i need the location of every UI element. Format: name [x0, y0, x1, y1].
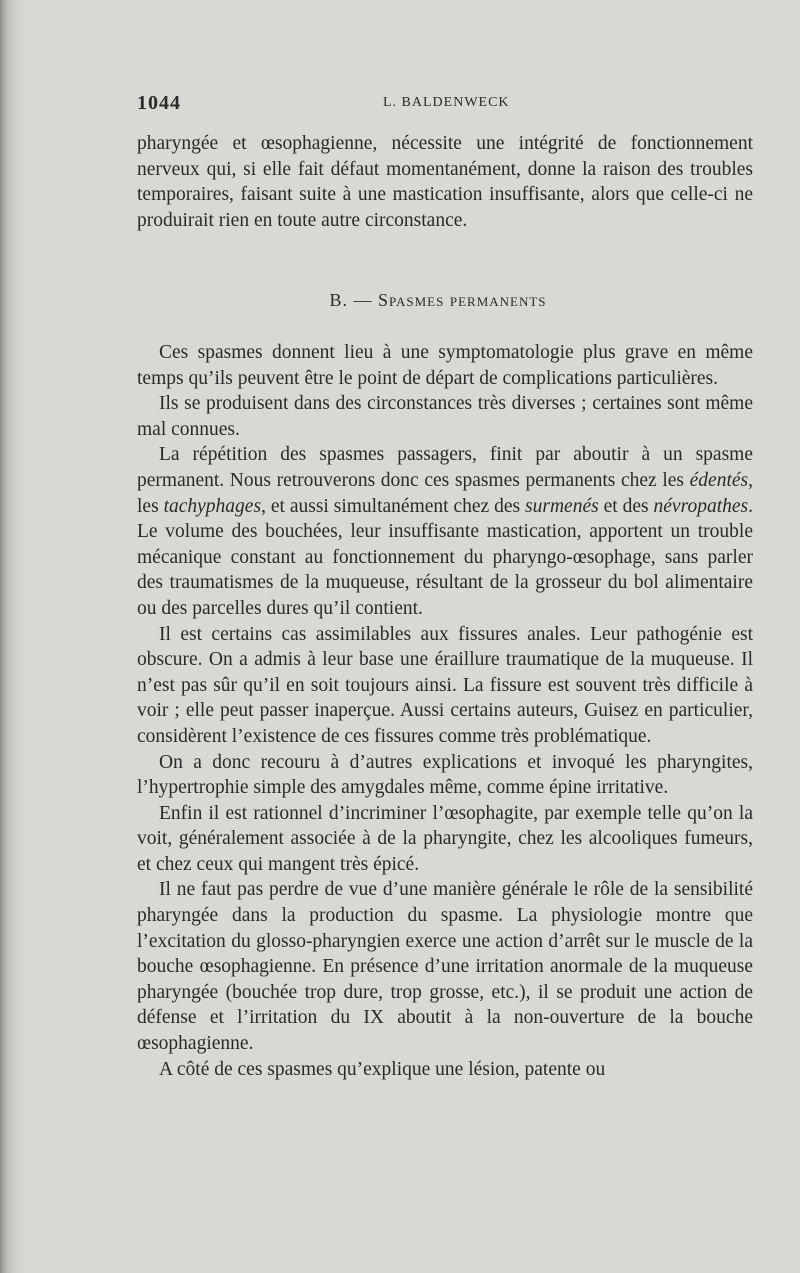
paragraph-7: Il ne faut pas perdre de vue d’une manière générale le rôle de la sensibilité pharyngée dans la production du spasme. La physiologie montre que l’excitation du glosso-pharyngien exerce une action d’arrêt sur le muscle de la bouche œsophagienne. En présence d’une irritation anormale de la muqueuse pharyngée (bouchée trop dure, trop grosse, etc.), il se produit une action de défense et l’irritation du IX aboutit à la non-ouverture de la bouche œsophagienne. [137, 879, 753, 1055]
paragraph-3-text-c: , et aussi simultanément chez des [261, 495, 526, 517]
term-edentes: édentés [689, 469, 749, 491]
paragraph-8: A côté de ces spasmes qu’explique une lésion, patente ou [159, 1058, 606, 1080]
running-head-author: L. BALDENWECK [383, 95, 510, 110]
paragraph-4: Il est certains cas assimilables aux fissures anales. Leur pathogénie est obscure. On a admis à leur base une éraillure traumatique de la muqueuse. Il n’est pas sûr qu’il en soit toujours ainsi. La fissure est souvent très difficile à voir ; elle peut passer inaperçue. Aussi certains auteurs, Guisez en particulier, considèrent l’existence de ces fissures comme très problématique. [137, 623, 753, 747]
paragraph-3-text-b: , les [137, 469, 753, 517]
body-text [137, 340, 753, 1082]
paragraph-1: Ces spasmes donnent lieu à une symptomatologie plus grave en même temps qu’ils peuvent être le point de départ de complications particulières. [137, 342, 753, 389]
paragraph-5: On a donc recouru à d’autres explications et invoqué les pharyngites, l’hypertrophie simple des amygdales même, comme épine irritative. [137, 751, 753, 799]
book-spine-shadow [0, 0, 26, 1273]
paragraph-3-text-a: La répétition des spasmes passagers, finit par aboutir à un spasme permanent. Nous retrouverons donc ces spasmes permanents chez les [137, 444, 753, 491]
paragraph-3-text-e: . Le volume des bouchées, leur insuffisante mastication, apportent un trouble mécanique constant au fonctionnement du pharyngo-œsophage, sans parler des traumatismes de la muqueuse, résultant de la grosseur du bol alimentaire ou des parcelles dures qu’il contient. [137, 495, 753, 619]
paragraph-2: Ils se produisent dans des circonstances très diverses ; certaines sont même mal connues. [137, 393, 753, 440]
section-heading: B. — Spasmes permanents [329, 290, 547, 310]
paragraph-3-text-d: et des [598, 495, 654, 517]
page-number: 1044 [137, 92, 181, 114]
term-surmenes: surmenés [525, 495, 599, 517]
term-tachyphages: tachyphages [163, 495, 262, 517]
page-header [0, 92, 800, 116]
term-nevropathes: névropathes [653, 495, 749, 517]
opening-paragraph: pharyngée et œsophagienne, nécessite une intégrité de fonctionnement nerveux qui, si elle fait défaut momentanément, donne la raison des troubles temporaires, faisant suite à une mastication insuffisante, alors que celle-ci ne produirait rien en toute autre circonstance. [137, 133, 753, 231]
paragraph-6: Enfin il est rationnel d’incriminer l’œsophagite, par exemple telle qu’on la voit, généralement associée à de la pharyngite, chez les alcooliques fumeurs, et chez ceux qui mangent très épicé. [137, 802, 753, 875]
paragraph-3 [137, 442, 753, 621]
